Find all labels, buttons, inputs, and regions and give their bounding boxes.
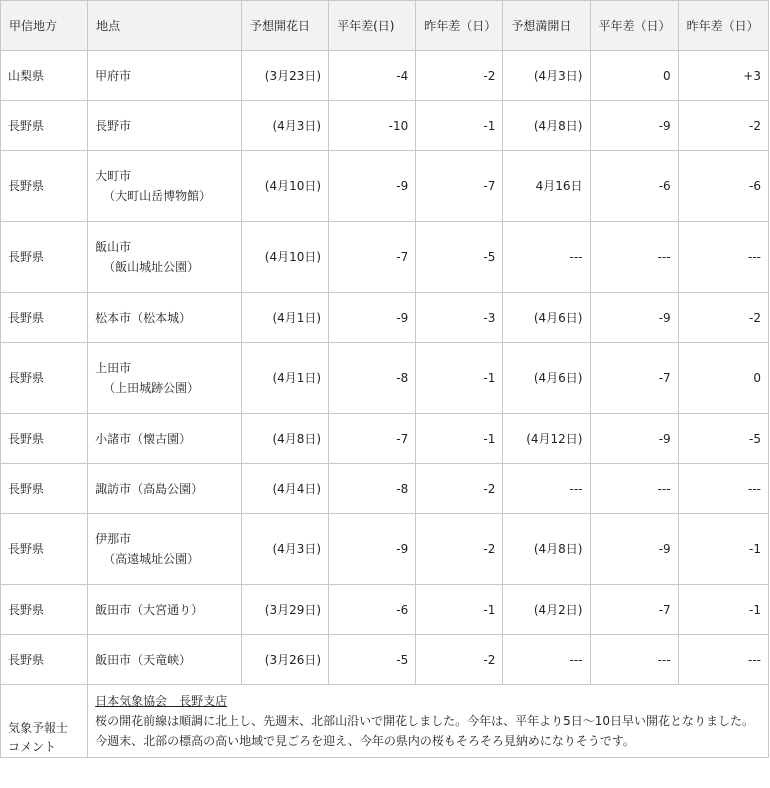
bloom-date-cell: (4月10日)	[241, 151, 328, 222]
bloom-diff-normal-cell: -6	[329, 585, 416, 635]
table-row	[1, 585, 769, 635]
table-row	[1, 464, 769, 514]
bloom-diff-last-cell: -2	[416, 51, 503, 101]
prefecture-cell: 長野県	[1, 101, 88, 151]
full-diff-normal-cell: -9	[590, 414, 678, 464]
table-row	[1, 222, 769, 293]
prefecture-cell: 長野県	[1, 222, 88, 293]
comment-body-cell	[88, 685, 769, 758]
location-name: 長野市	[95, 118, 132, 133]
location-cell	[88, 222, 242, 293]
full-diff-normal-cell: ---	[590, 464, 678, 514]
location-name: 松本市（松本城）	[95, 310, 192, 325]
location-name: 上田市	[95, 361, 132, 375]
location-name: 甲府市	[95, 68, 132, 83]
bloom-date-cell: (4月4日)	[241, 464, 328, 514]
header-row	[1, 1, 769, 51]
table-row	[1, 635, 769, 685]
full-diff-last-cell: -1	[678, 585, 768, 635]
full-bloom-date-cell: (4月6日)	[503, 343, 590, 414]
bloom-date-cell: (4月8日)	[241, 414, 328, 464]
full-diff-last-cell: +3	[678, 51, 768, 101]
location-name: 飯田市（天竜峡）	[95, 652, 192, 667]
table-row	[1, 151, 769, 222]
location-name: 伊那市	[95, 532, 132, 546]
location-cell	[88, 293, 242, 343]
header-bloom-diff-normal: 平年差(日)	[329, 1, 416, 51]
comment-label-line1: 気象予報士	[8, 721, 69, 735]
bloom-diff-last-cell: -2	[416, 514, 503, 585]
bloom-diff-last-cell: -1	[416, 343, 503, 414]
bloom-date-cell: (4月3日)	[241, 101, 328, 151]
bloom-diff-normal-cell: -4	[329, 51, 416, 101]
prefecture-cell: 長野県	[1, 343, 88, 414]
location-cell	[88, 514, 242, 585]
bloom-diff-last-cell: -7	[416, 151, 503, 222]
full-diff-last-cell: ---	[678, 222, 768, 293]
location-name: 飯田市（大宮通り）	[95, 602, 204, 617]
full-bloom-date-cell: (4月8日)	[503, 514, 590, 585]
bloom-diff-last-cell: -5	[416, 222, 503, 293]
full-diff-normal-cell: -9	[590, 101, 678, 151]
prefecture-cell: 長野県	[1, 635, 88, 685]
full-diff-normal-cell: -7	[590, 585, 678, 635]
bloom-diff-normal-cell: -8	[329, 464, 416, 514]
location-subname: （飯山城址公園）	[103, 260, 200, 274]
full-diff-normal-cell: -6	[590, 151, 678, 222]
bloom-date-cell: (4月1日)	[241, 293, 328, 343]
bloom-date-cell: (3月23日)	[241, 51, 328, 101]
bloom-diff-last-cell: -1	[416, 101, 503, 151]
full-diff-last-cell: -5	[678, 414, 768, 464]
location-subname: （大町山岳博物館）	[103, 189, 212, 203]
bloom-diff-normal-cell: -5	[329, 635, 416, 685]
location-subname: （高遠城址公園）	[103, 552, 200, 566]
location-cell	[88, 414, 242, 464]
header-full-diff-normal: 平年差（日）	[590, 1, 678, 51]
full-diff-normal-cell: ---	[590, 222, 678, 293]
table-row	[1, 414, 769, 464]
bloom-date-cell: (4月3日)	[241, 514, 328, 585]
prefecture-cell: 山梨県	[1, 51, 88, 101]
full-diff-normal-cell: -9	[590, 514, 678, 585]
bloom-date-cell: (3月29日)	[241, 585, 328, 635]
full-diff-last-cell: -6	[678, 151, 768, 222]
bloom-diff-normal-cell: -8	[329, 343, 416, 414]
bloom-diff-normal-cell: -10	[329, 101, 416, 151]
full-bloom-date-cell: (4月2日)	[503, 585, 590, 635]
bloom-diff-last-cell: -2	[416, 635, 503, 685]
bloom-date-cell: (3月26日)	[241, 635, 328, 685]
location-cell	[88, 343, 242, 414]
location-cell	[88, 585, 242, 635]
full-bloom-date-cell: ---	[503, 222, 590, 293]
full-bloom-date-cell: (4月8日)	[503, 101, 590, 151]
comment-label-line2: コメント	[8, 740, 57, 754]
prefecture-cell: 長野県	[1, 414, 88, 464]
full-bloom-date-cell: (4月3日)	[503, 51, 590, 101]
location-cell	[88, 51, 242, 101]
comment-title: 日本気象協会 長野支店	[95, 694, 228, 708]
table-row	[1, 51, 769, 101]
full-diff-normal-cell: 0	[590, 51, 678, 101]
location-name: 飯山市	[95, 240, 132, 254]
header-full-bloom-date: 予想満開日	[503, 1, 590, 51]
header-region: 甲信地方	[1, 1, 88, 51]
bloom-diff-normal-cell: -7	[329, 222, 416, 293]
location-name: 諏訪市（高島公園）	[95, 481, 204, 496]
bloom-diff-normal-cell: -9	[329, 293, 416, 343]
bloom-date-cell: (4月1日)	[241, 343, 328, 414]
bloom-date-cell: (4月10日)	[241, 222, 328, 293]
location-cell	[88, 101, 242, 151]
location-cell	[88, 464, 242, 514]
header-location: 地点	[88, 1, 242, 51]
bloom-diff-normal-cell: -7	[329, 414, 416, 464]
full-diff-last-cell: -1	[678, 514, 768, 585]
location-cell	[88, 151, 242, 222]
full-diff-last-cell: -2	[678, 293, 768, 343]
full-diff-last-cell: ---	[678, 464, 768, 514]
full-diff-normal-cell: -9	[590, 293, 678, 343]
bloom-diff-last-cell: -2	[416, 464, 503, 514]
location-cell	[88, 635, 242, 685]
table-row	[1, 514, 769, 585]
prefecture-cell: 長野県	[1, 514, 88, 585]
prefecture-cell: 長野県	[1, 293, 88, 343]
bloom-diff-normal-cell: -9	[329, 514, 416, 585]
prefecture-cell: 長野県	[1, 151, 88, 222]
prefecture-cell: 長野県	[1, 585, 88, 635]
full-bloom-date-cell: ---	[503, 635, 590, 685]
full-diff-last-cell: 0	[678, 343, 768, 414]
header-bloom-diff-last-year: 昨年差（日）	[416, 1, 503, 51]
table-row	[1, 101, 769, 151]
table-row	[1, 293, 769, 343]
bloom-diff-last-cell: -1	[416, 585, 503, 635]
full-diff-normal-cell: ---	[590, 635, 678, 685]
bloom-diff-last-cell: -1	[416, 414, 503, 464]
bloom-diff-normal-cell: -9	[329, 151, 416, 222]
full-diff-normal-cell: -7	[590, 343, 678, 414]
full-bloom-date-cell: 4月16日	[503, 151, 590, 222]
header-bloom-date: 予想開花日	[241, 1, 328, 51]
prefecture-cell: 長野県	[1, 464, 88, 514]
full-bloom-date-cell: (4月6日)	[503, 293, 590, 343]
bloom-diff-last-cell: -3	[416, 293, 503, 343]
comment-label-cell	[1, 685, 88, 758]
location-name: 小諸市（懐古園）	[95, 431, 192, 446]
location-name: 大町市	[95, 169, 132, 183]
comment-body: 桜の開花前線は順調に北上し、先週末、北部山沿いで開花しました。今年は、平年より5日〜10日早い開花となりました。今週末、北部の標高の高い地域で見ごろを迎え、今年の県内の桜もそろそろ見納めになりそうです。	[95, 714, 755, 748]
location-subname: （上田城跡公園）	[103, 381, 200, 395]
full-bloom-date-cell: ---	[503, 464, 590, 514]
comment-label	[8, 691, 80, 757]
comment-row	[1, 685, 769, 758]
full-diff-last-cell: -2	[678, 101, 768, 151]
header-full-diff-last-year: 昨年差（日）	[678, 1, 768, 51]
full-diff-last-cell: ---	[678, 635, 768, 685]
full-bloom-date-cell: (4月12日)	[503, 414, 590, 464]
table-row	[1, 343, 769, 414]
